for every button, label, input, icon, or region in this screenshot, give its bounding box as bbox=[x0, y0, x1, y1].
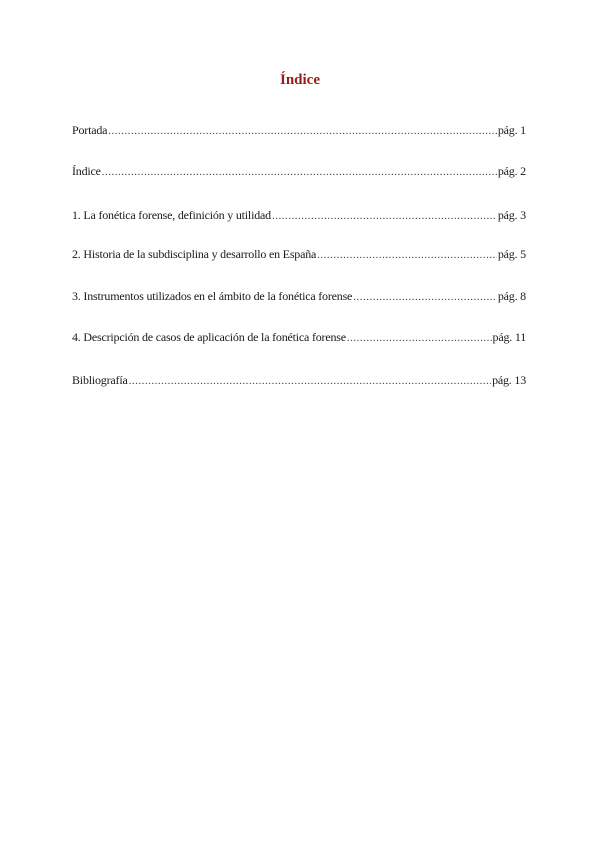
toc-entry-page: pág. 8 bbox=[497, 289, 526, 303]
toc-entry-bibliografia bbox=[72, 373, 526, 388]
toc-entry-label: 2. Historia de la subdisciplina y desarrollo en España bbox=[72, 247, 317, 261]
toc-entry-section-1 bbox=[72, 208, 526, 223]
toc-entry-label: Bibliografía bbox=[72, 373, 128, 387]
toc-dot-leader bbox=[347, 331, 492, 345]
toc-entry-label: 3. Instrumentos utilizados en el ámbito de la fonética forense bbox=[72, 289, 353, 303]
toc-entry-page: pág. 13 bbox=[492, 373, 526, 387]
toc-dot-leader bbox=[317, 248, 497, 262]
toc-dot-leader bbox=[108, 124, 497, 138]
toc-dot-leader bbox=[272, 209, 497, 223]
toc-entry-section-3 bbox=[72, 289, 526, 304]
toc-entry-page: pág. 1 bbox=[497, 123, 526, 137]
toc-dot-leader bbox=[129, 374, 491, 388]
toc-entry-label: Índice bbox=[72, 164, 101, 178]
toc-dot-leader bbox=[353, 290, 497, 304]
toc-entry-label: 4. Descripción de casos de aplicación de la fonética forense bbox=[72, 330, 346, 344]
toc-entry-indice bbox=[72, 164, 526, 179]
toc-entry-page: pág. 5 bbox=[497, 247, 526, 261]
toc-entry-section-2 bbox=[72, 247, 526, 262]
toc-entry-label: Portada bbox=[72, 123, 108, 137]
toc-entry-page: pág. 11 bbox=[492, 330, 526, 344]
toc-dot-leader bbox=[102, 165, 497, 179]
toc-entry-label: 1. La fonética forense, definición y utilidad bbox=[72, 208, 271, 222]
toc-entry-page: pág. 3 bbox=[497, 208, 526, 222]
page-title: Índice bbox=[279, 72, 320, 88]
toc-entry-section-4 bbox=[72, 330, 526, 345]
toc-entry-portada bbox=[72, 123, 526, 138]
toc-entry-page: pág. 2 bbox=[497, 164, 526, 178]
